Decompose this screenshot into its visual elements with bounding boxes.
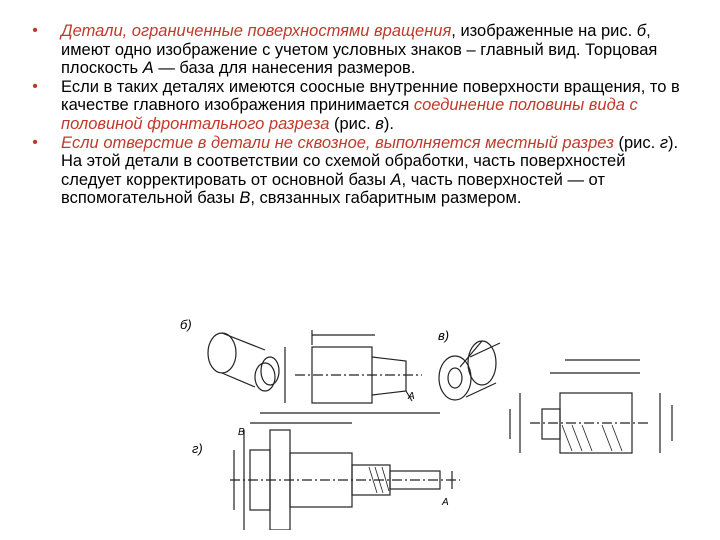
bullet-marker: • bbox=[32, 77, 38, 95]
fig-v-label: в) bbox=[438, 328, 450, 343]
bullet-text-segment: Если отверстие в детали не сквозное, выполняется местный разрез bbox=[61, 133, 614, 152]
bullet-text-segment: г bbox=[659, 133, 668, 152]
bullet-text-segment: Если в таких деталях имеются соосные внутренние поверхности вращения, то в качестве главного изображения принимается bbox=[61, 77, 680, 115]
bullet-text-segment: А bbox=[142, 59, 154, 78]
fig-b-front-view bbox=[285, 330, 422, 403]
bullet-item bbox=[28, 22, 688, 78]
bullet-text-segment: соединение половины вида с половиной фронтального разреза bbox=[61, 96, 638, 133]
fig-g-label: г) bbox=[192, 441, 203, 456]
bullet-text-segment: , часть поверхностей — от вспомогательной базы bbox=[61, 170, 605, 208]
bullet-item bbox=[28, 78, 688, 134]
bullet-text-segment: , связанных габаритным размером. bbox=[250, 189, 522, 208]
bullet-marker: • bbox=[32, 133, 38, 151]
bullet-item bbox=[28, 134, 688, 208]
fig-g-local-section-hatching bbox=[369, 467, 389, 493]
bullet-text-segment: , имеют одно изображение с учетом условных знаков – главный вид. Торцовая плоскость bbox=[61, 22, 658, 78]
technical-drawing-figure bbox=[170, 305, 690, 530]
bullet-text-segment: в bbox=[375, 114, 384, 133]
bullet-list bbox=[28, 22, 688, 208]
bullet-text-segment: б bbox=[636, 22, 647, 40]
bullet-text-segment: , изображенные на рис. bbox=[451, 22, 637, 40]
fig-b-label: б) bbox=[180, 317, 192, 332]
fig-b-base-a-label: А bbox=[408, 391, 415, 402]
bullet-text-segment: ). На этой детали в соответствии со схемой обработки, часть поверхностей следует корректировать от основной базы bbox=[61, 133, 679, 189]
bullet-text-segment: В bbox=[239, 189, 251, 208]
bullet-marker: • bbox=[32, 22, 38, 39]
bullet-text-segment: ). bbox=[383, 114, 395, 133]
bullet-text-segment: (рис. bbox=[613, 133, 660, 152]
drawings-svg bbox=[170, 305, 690, 530]
bullet-text-segment: А bbox=[390, 170, 402, 189]
fig-v-half-section bbox=[510, 360, 672, 453]
bullet-text-segment: — база для нанесения размеров. bbox=[153, 59, 416, 78]
fig-b-isometric-part bbox=[208, 333, 279, 391]
fig-g-shaft bbox=[230, 413, 460, 530]
bullet-text-segment: (рис. bbox=[329, 114, 376, 133]
fig-v-isometric-part bbox=[439, 341, 500, 400]
fig-g-base-a-label: А bbox=[442, 497, 449, 508]
fig-g-base-b-label: В bbox=[238, 427, 245, 438]
bullet-text-segment: Детали, ограниченные поверхностями вращения bbox=[61, 22, 452, 40]
fig-v-hatching bbox=[562, 425, 622, 451]
